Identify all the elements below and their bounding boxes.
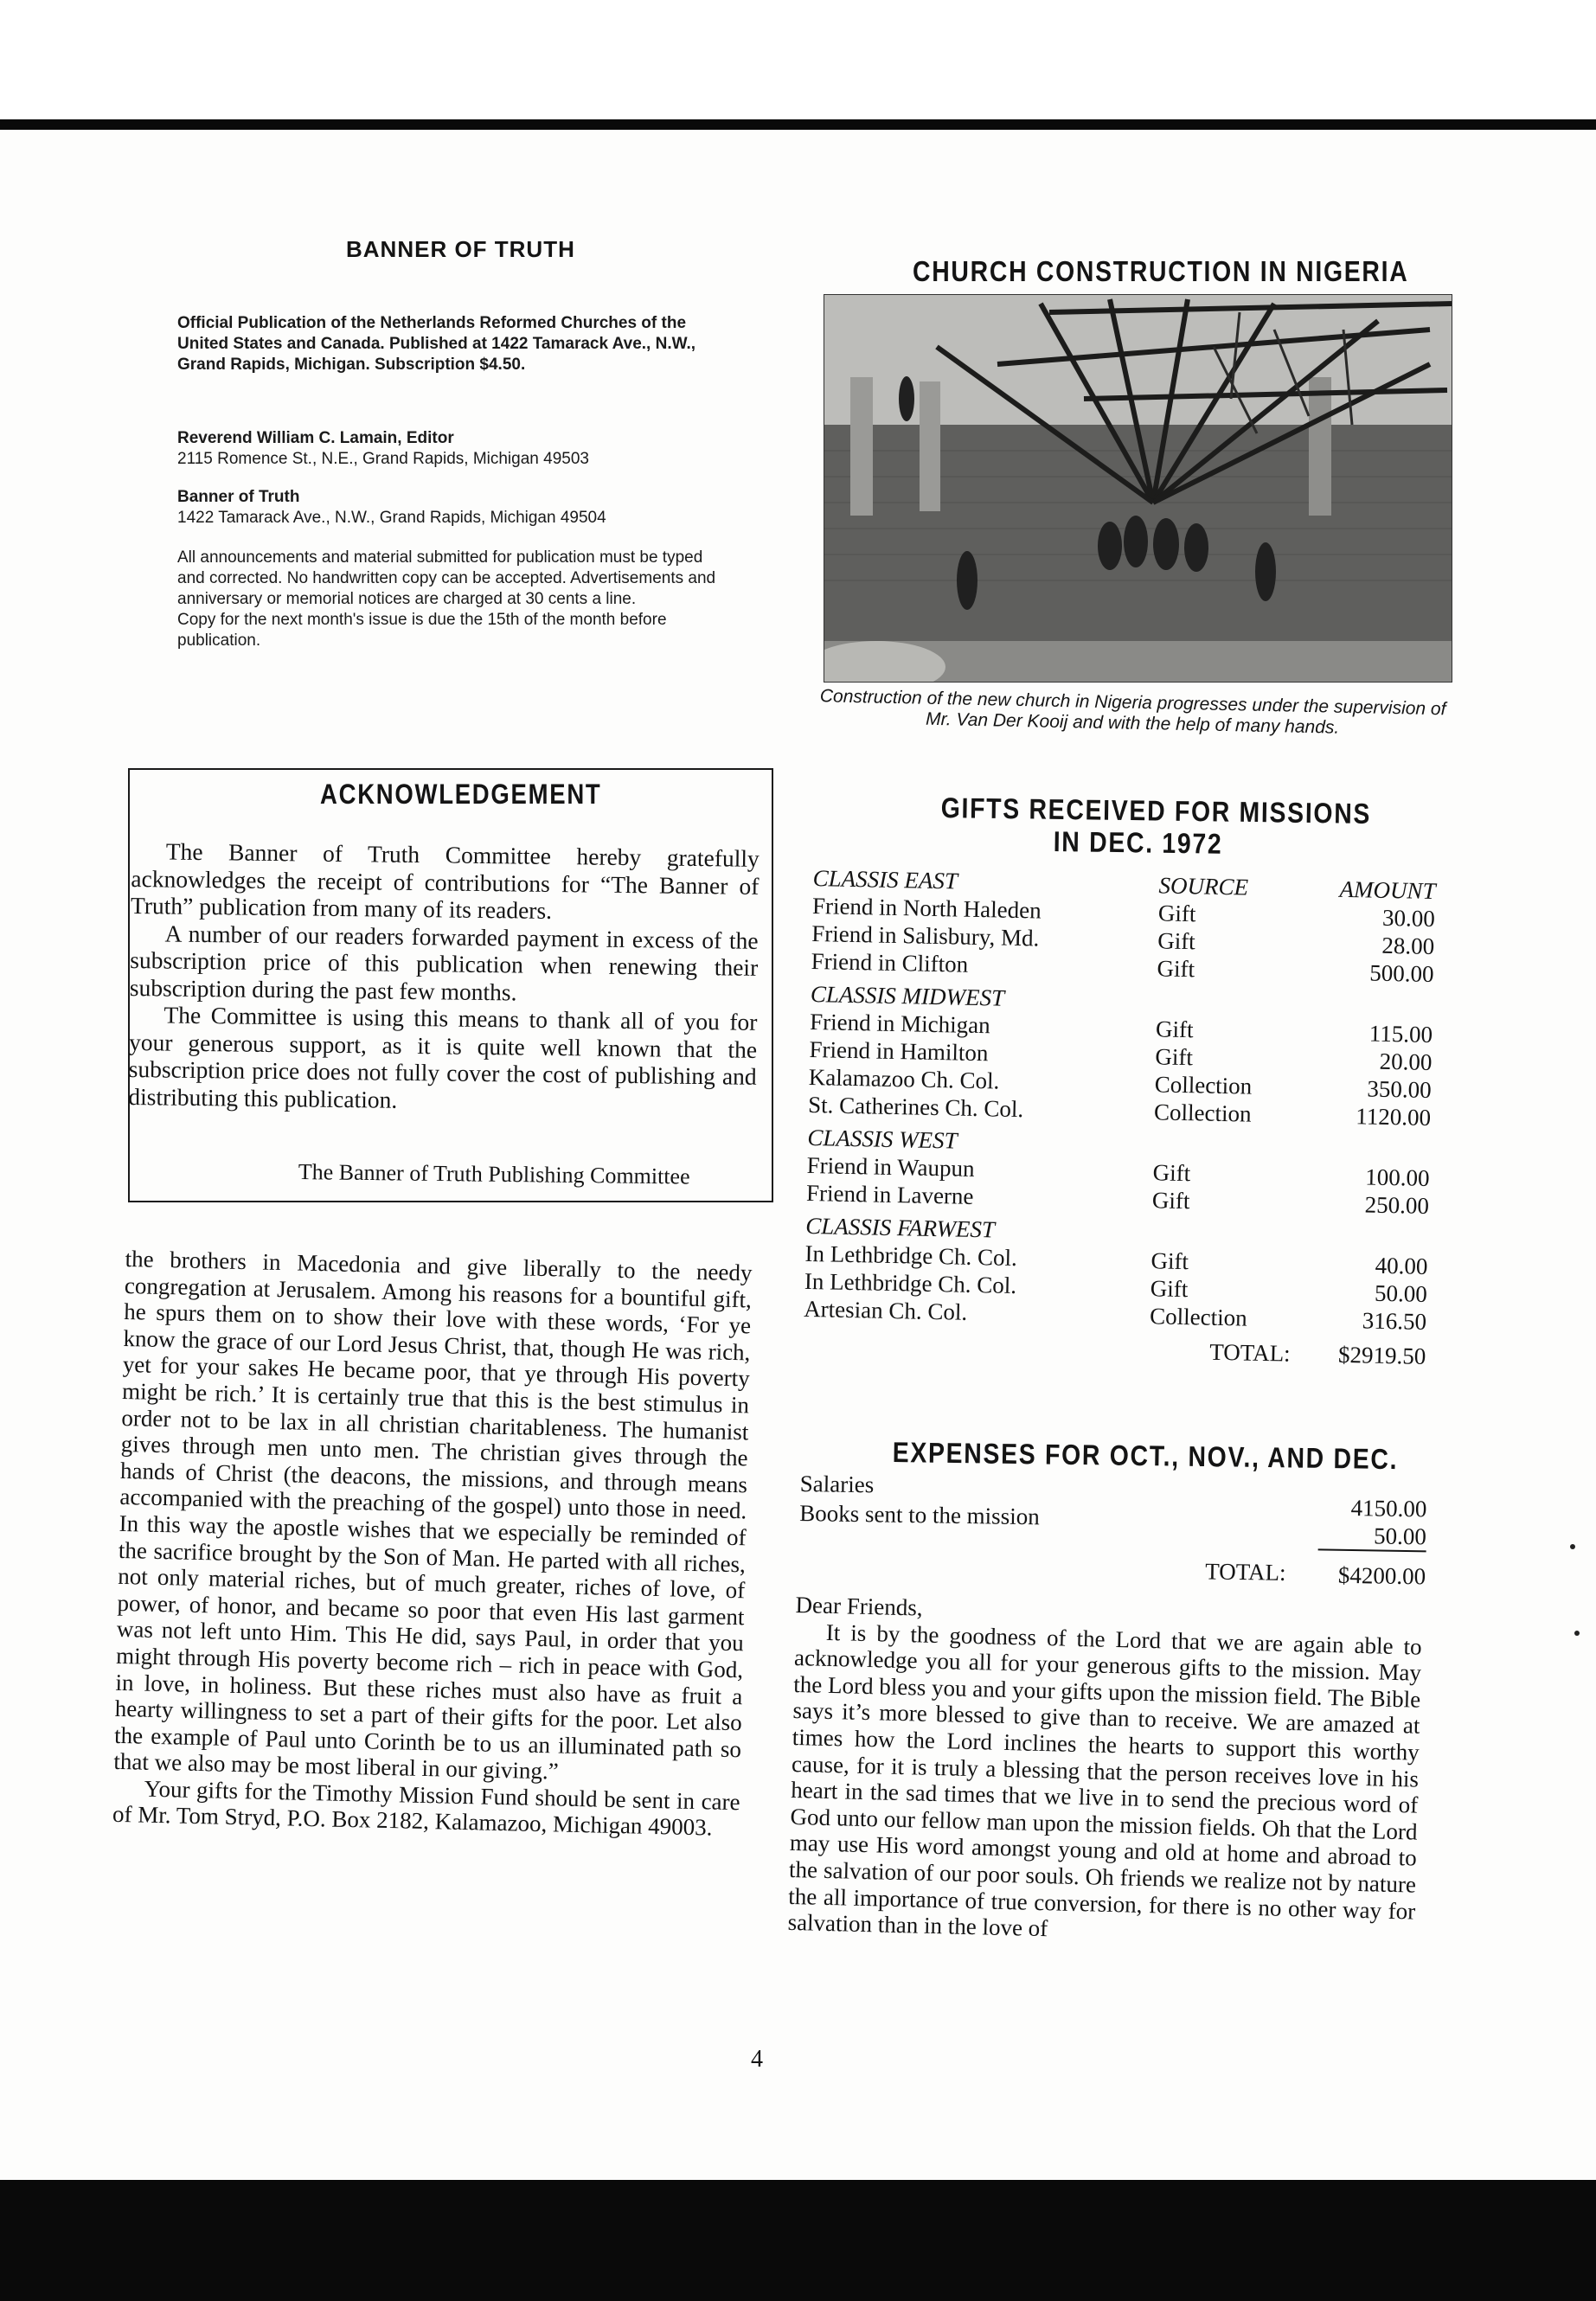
page-number: 4 [751,2046,763,2073]
acknowledgement-title: ACKNOWLEDGEMENT [320,779,602,810]
scan-border-bottom [0,2180,1596,2301]
gift-amount: 40.00 [1375,1252,1428,1279]
expense-label: Salaries [799,1471,875,1498]
construction-photo [824,294,1452,683]
gifts-total-label: TOTAL: [1209,1338,1291,1367]
gift-donor: St. Catherines Ch. Col. [807,1091,1024,1123]
gift-amount: 28.00 [1381,932,1435,960]
expense-amount: 50.00 [1318,1522,1427,1552]
group-header-classis-east: CLASSIS EAST [812,865,958,894]
church-construction-title: CHURCH CONSTRUCTION IN NIGERIA [913,255,1409,287]
group-header-classis-farwest: CLASSIS FARWEST [804,1212,996,1243]
expenses-title: EXPENSES FOR OCT., NOV., AND DEC. [892,1436,1399,1476]
gift-amount: 30.00 [1381,904,1436,933]
gift-amount: 1120.00 [1355,1103,1432,1131]
scan-border-top [0,0,1596,130]
acknowledgement-paragraph: The Committee is using this means to thank all of you for your generous support, as it is quite well known that the subscription price does not fully cover the cost of publishing and distributing this publication. [128,1001,758,1113]
gifts-table [803,865,1458,1388]
editor-name: Reverend William C. Lamain, Editor [177,429,454,447]
group-header-classis-midwest: CLASSIS MIDWEST [810,980,1005,1011]
scan-speck [1570,1544,1575,1549]
gift-donor: In Lethbridge Ch. Col. [804,1267,1017,1299]
acknowledgement-text [128,837,760,1118]
gift-amount: 316.50 [1362,1307,1427,1335]
gift-source: Gift [1157,900,1196,927]
gift-donor: Kalamazoo Ch. Col. [808,1063,1000,1094]
gift-source: Gift [1157,955,1195,983]
gift-donor: Friend in North Haleden [811,892,1042,924]
gift-donor: In Lethbridge Ch. Col. [804,1240,1018,1272]
gift-donor: Friend in Clifton [811,947,969,977]
gift-source: Collection [1149,1303,1247,1331]
body-paragraph: the brothers in Macedonia and give liberally to the needy congregation at Jerusalem. Among his reasons for a bountiful gift, he spurs them on to show their love with these words, ‘For ye know the grace of our Lord Jesus Christ, that, though He was rich, yet for your sakes He became poor, that ye through His poverty might be rich.’ It is certainly true that this is the best stimulus in order not to be lax in all christian charitableness. The humanist gives through men unto men. The christian gives through the hands of Christ (the deacons, the missions, and through means accompanied with the preaching of the gospel) unto those in need. In this way the apostle wishes that we especially be reminded of the sacrifice brought by the Son of Man. He parted with all riches, not only material riches, but of much greater, riches of love, of power, of honor, and became so poor that even His last garment was not left unto Him. This He did, says Paul, in order that you might through His poverty become rich – rich in peace with God, in love, in holiness. But these riches must also have as fruit a hearty willingness to set a part of their gifts for the poor. Let also the example of Paul unto Corinth be to us an illuminated path so that we also may be most liberal in our giving.” [113,1246,753,1785]
office-address: 1422 Tamarack Ave., N.W., Grand Rapids, Michigan 49504 [177,509,606,527]
letter [787,1592,1423,1951]
gift-source: Gift [1151,1247,1189,1275]
deadline-notice: Copy for the next month's issue is due the 15th of the month before publication. [177,611,667,650]
gift-amount: 500.00 [1368,959,1434,988]
gift-source: Gift [1151,1187,1190,1215]
office-name: Banner of Truth [177,488,300,506]
gift-source: Gift [1155,1016,1194,1043]
letter-salutation: Dear Friends, [795,1592,923,1621]
gift-source: Gift [1155,1043,1194,1071]
expenses-table [798,1471,1436,1602]
gift-amount: 50.00 [1374,1279,1428,1307]
gift-donor: Friend in Salisbury, Md. [811,920,1040,952]
gift-donor: Friend in Laverne [805,1179,974,1209]
publication-info: Official Publication of the Netherlands Reformed Churches of the United States and Canada. Published at 1422 Tamarack Ave., N.W., Grand Rapids, Michigan. Subscription $4.50. [177,314,696,374]
gift-source: Collection [1154,1071,1253,1099]
acknowledgement-signature: The Banner of Truth Publishing Committee [298,1159,690,1189]
expense-label: Books sent to the mission [798,1499,1040,1530]
expenses-total-label: TOTAL: [1204,1558,1286,1586]
gift-source: Gift [1152,1159,1191,1187]
gift-donor: Friend in Michigan [809,1008,990,1039]
masthead-office [177,487,731,529]
acknowledgement-paragraph: A number of our readers forwarded payment in excess of the subscription price of this publication when renewing their subscription during the past few months. [129,919,759,1005]
column-header-source: SOURCE [1158,872,1249,901]
expense-amount: 4150.00 [1350,1495,1427,1522]
announcements-notice: All announcements and material submitted for publication must be typed and corrected. No handwritten copy can be accepted. Advertisements and anniversary or memorial notices are charged at 30 cents a line. [177,548,716,608]
gifts-total-value: $2919.50 [1337,1341,1426,1369]
gifts-title-line1: GIFTS RECEIVED FOR MISSIONS [940,792,1372,830]
gift-donor: Artesian Ch. Col. [803,1295,968,1325]
body-paragraph: Your gifts for the Timothy Mission Fund should be sent in care of Mr. Tom Stryd, P.O. Box 2182, Kalamazoo, Michigan 49003. [112,1775,740,1842]
scan-speck [1574,1631,1580,1636]
photo-caption: Construction of the new church in Nigeria progresses under the supervision of Mr. Van Der Kooij and with the help of many hands. [819,686,1446,738]
column-header-amount: AMOUNT [1339,875,1436,905]
gift-amount: 115.00 [1368,1020,1433,1048]
gift-amount: 20.00 [1379,1048,1433,1076]
gift-donor: Friend in Hamilton [809,1035,989,1067]
left-body-text [112,1246,753,1842]
gift-donor: Friend in Waupun [806,1151,975,1182]
gift-amount: 100.00 [1365,1163,1430,1191]
masthead-notices [177,548,731,651]
gift-source: Gift [1157,927,1196,955]
gift-source: Gift [1150,1275,1189,1303]
letter-body: It is by the goodness of the Lord that we are again able to acknowledge you all for your generous gifts to the mission. May the Lord bless you and your gifts upon the mission field. The Bible says it’s more blessed to give than to receive. We are amazed at times how the Lord inclines the hearts to support this worthy cause, for it is truly a blessing that the person receives love in his heart in the sad times that we live in to send the precious word of God unto our fellow man upon the mission fields. Oh that the Lord may use His word amongst young and old at home and abroad to the salvation of our poor souls. Oh friends we realize not by nature the all importance of true conversion, for there is no other way for salvation than in the love of [787,1618,1423,1942]
masthead-editor [177,428,731,470]
gift-amount: 350.00 [1367,1075,1433,1104]
masthead-publication [177,313,731,375]
expenses-total-value: $4200.00 [1337,1561,1426,1590]
gifts-title-line2: IN DEC. 1972 [1053,825,1223,860]
gift-amount: 250.00 [1364,1191,1430,1219]
editor-address: 2115 Romence St., N.E., Grand Rapids, Michigan 49503 [177,450,589,468]
masthead-title: BANNER OF TRUTH [346,236,575,262]
acknowledgement-paragraph: The Banner of Truth Committee hereby gratefully acknowledges the receipt of contributions for “The Banner of Truth” publication from many of its readers. [130,837,760,924]
gift-source: Collection [1153,1099,1252,1127]
group-header-classis-west: CLASSIS WEST [807,1124,958,1154]
construction-photo-illustration [824,295,1452,682]
